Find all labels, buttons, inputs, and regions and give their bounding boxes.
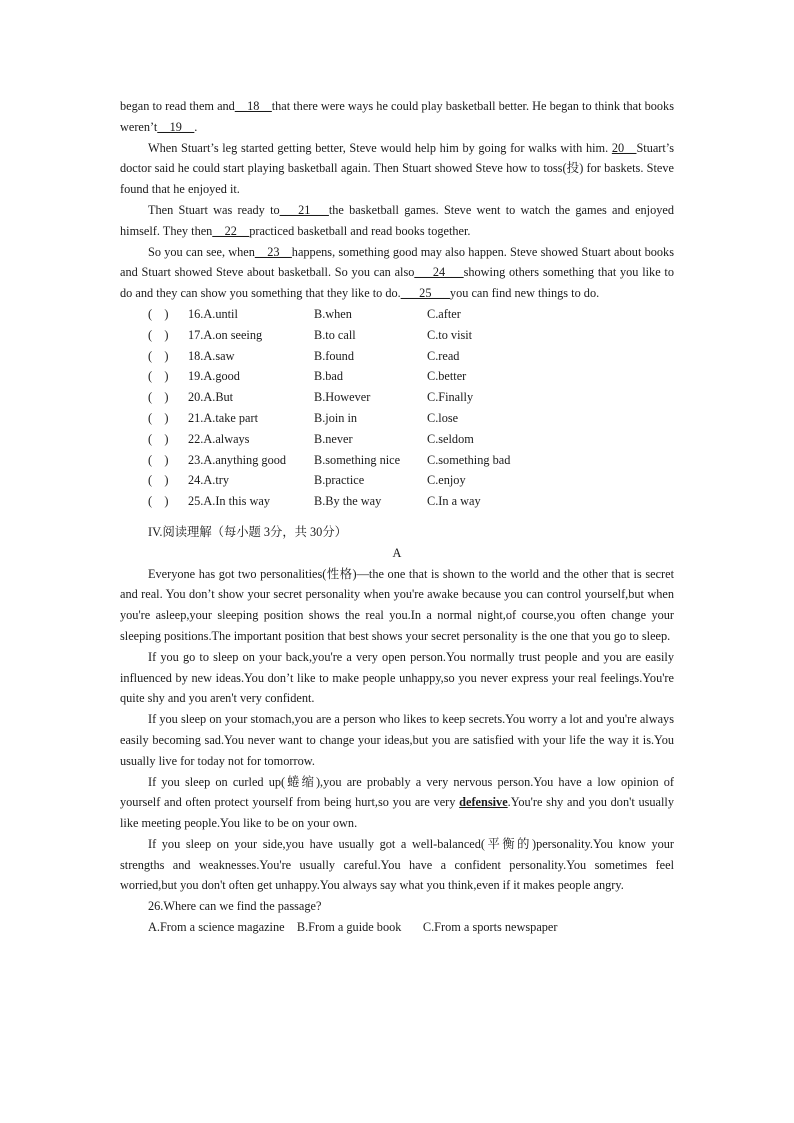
text: So you can see, when bbox=[148, 244, 255, 259]
option-row bbox=[148, 491, 674, 512]
answer-bracket[interactable]: ( ) bbox=[148, 306, 169, 321]
section-heading: IV.阅读理解（每小题 3分，共 30分） bbox=[148, 524, 347, 539]
option-b: B.However bbox=[314, 390, 371, 405]
blank-23: __23__ bbox=[254, 244, 292, 259]
option-b: B.bad bbox=[314, 369, 344, 384]
answer-bracket[interactable]: ( ) bbox=[148, 369, 169, 384]
text: began to read them and bbox=[120, 99, 235, 113]
option-b: B.never bbox=[314, 431, 353, 446]
option-c: C.after bbox=[427, 306, 461, 321]
option-b: B.when bbox=[314, 306, 352, 321]
reading-paragraph-4 bbox=[120, 772, 674, 834]
reading-paragraph-5: If you sleep on your side,you have usually got a well-balanced(平衡的)personality.You know your strengths and weaknesses.You're usually careful.You have a confident personality.You sometimes feel worried,but you don't often get unhappy.You always say what you think,even if it makes people angry. bbox=[120, 836, 674, 893]
option-c: C.In a way bbox=[427, 494, 481, 509]
option-b: B.By the way bbox=[314, 494, 382, 509]
reading-paragraph-1: Everyone has got two personalities(性格)—the one that is shown to the world and the other that is secret and real. You don’t show your secret personality when you're awake because you can control yourself,but when you're asleep,your sleeping position shows the real you.In a normal night,of course,you often change your sleeping positions.The important position that best shows your secret personality is the one that you go to sleep. bbox=[120, 566, 674, 643]
option-c: C.read bbox=[427, 348, 460, 363]
option-c: C.enjoy bbox=[427, 473, 466, 488]
cloze-paragraph-1 bbox=[120, 96, 674, 138]
text: happens, something good may also happen. Steve showed Stuart about books and Stuart showed Steve about basketball. So you can also bbox=[120, 244, 674, 280]
answer-bracket[interactable]: ( ) bbox=[148, 410, 169, 425]
option-row bbox=[148, 450, 674, 471]
key-word: defensive bbox=[459, 795, 508, 810]
blank-20: 20__ bbox=[611, 140, 637, 155]
option-c: C.seldom bbox=[427, 431, 474, 446]
text: .You're shy and you don't usually like meeting people.You like to be on your own. bbox=[120, 795, 674, 831]
option-b: B.join in bbox=[314, 410, 358, 425]
text: Then Stuart was ready to bbox=[148, 202, 280, 217]
option-c: C.lose bbox=[427, 410, 459, 425]
option-b: B.found bbox=[314, 348, 354, 363]
option-row bbox=[148, 470, 674, 491]
option-a: 16.A.until bbox=[188, 306, 238, 321]
blank-22: __22__ bbox=[212, 223, 250, 238]
option-a: 20.A.But bbox=[188, 390, 234, 405]
option-row bbox=[148, 429, 674, 450]
option-row bbox=[148, 387, 674, 408]
cloze-paragraph-4 bbox=[120, 242, 674, 304]
answer-bracket[interactable]: ( ) bbox=[148, 494, 169, 509]
blank-24: ___24___ bbox=[414, 265, 464, 280]
text: you can find new things to do. bbox=[449, 286, 600, 301]
option-b: B.something nice bbox=[314, 452, 401, 467]
text: practiced basketball and read books together. bbox=[249, 223, 471, 238]
text: . bbox=[194, 119, 198, 134]
cloze-paragraph-2 bbox=[120, 138, 674, 200]
blank-21: ___21___ bbox=[279, 202, 329, 217]
answer-bracket[interactable]: ( ) bbox=[148, 327, 169, 342]
option-c: C.Finally bbox=[427, 390, 474, 405]
answer-bracket[interactable]: ( ) bbox=[148, 390, 169, 405]
part-label: A bbox=[392, 545, 402, 560]
question-26-stem: 26.Where can we find the passage? bbox=[148, 899, 322, 914]
option-c: C.something bad bbox=[427, 452, 511, 467]
reading-paragraph-2: If you go to sleep on your back,you're a very open person.You normally trust people and you are easily influenced by new ideas.You don’t like to make people unhappy,so you never express your real feelings.You're quite shy and you aren't very confident. bbox=[120, 649, 674, 706]
option-a: 23.A.anything good bbox=[188, 452, 287, 467]
option-row bbox=[148, 304, 674, 325]
option-row bbox=[148, 346, 674, 367]
option-a: 22.A.always bbox=[188, 431, 250, 446]
text: showing others something that you like to do and they can show you something that they like to do. bbox=[120, 265, 674, 301]
answer-bracket[interactable]: ( ) bbox=[148, 452, 169, 467]
text: If you sleep on curled up(蜷缩),you are probably a very nervous person.You have a low opinion of yourself and often protect yourself from being hurt,so you are very bbox=[120, 774, 674, 810]
answer-bracket[interactable]: ( ) bbox=[148, 431, 169, 446]
text: the basketball games. Steve went to watch the games and enjoyed himself. They then bbox=[120, 202, 674, 238]
option-row bbox=[148, 408, 674, 429]
option-b: B.to call bbox=[314, 327, 356, 342]
option-c: C.to visit bbox=[427, 327, 473, 342]
text: that there were ways he could play basketball better. He began to think that books weren’t bbox=[120, 99, 674, 134]
option-row bbox=[148, 325, 674, 346]
text: When Stuart’s leg started getting better, Steve would help him by going for walks with him. bbox=[148, 140, 609, 155]
text: Stuart’s doctor said he could start playing basketball again. Then Stuart showed Steve how to toss(投) for baskets. Steve found that he enjoyed it. bbox=[120, 140, 675, 197]
cloze-options bbox=[120, 304, 674, 512]
option-a: 24.A.try bbox=[188, 473, 229, 488]
option-a: 18.A.saw bbox=[188, 348, 235, 363]
question-26-choices: A.From a science magazine B.From a guide book C.From a sports newspaper bbox=[148, 920, 558, 935]
worksheet-page bbox=[120, 96, 674, 938]
blank-18: __18__ bbox=[234, 99, 272, 113]
option-row bbox=[148, 366, 674, 387]
blank-19: __19__ bbox=[157, 119, 195, 134]
option-a: 21.A.take part bbox=[188, 410, 258, 425]
option-a: 19.A.good bbox=[188, 369, 240, 384]
answer-bracket[interactable]: ( ) bbox=[148, 473, 169, 488]
reading-paragraph-3: If you sleep on your stomach,you are a person who likes to keep secrets.You worry a lot and you're always easily becoming sad.You never want to change your ideas,but you are satisfied with your life the way it is.You usually live for today not for tomorrow. bbox=[120, 712, 674, 768]
cloze-paragraph-3 bbox=[120, 200, 674, 242]
option-a: 17.A.on seeing bbox=[188, 327, 263, 342]
option-c: C.better bbox=[427, 369, 467, 384]
answer-bracket[interactable]: ( ) bbox=[148, 348, 169, 363]
blank-25: ___25___ bbox=[400, 286, 450, 301]
option-a: 25.A.In this way bbox=[188, 494, 270, 509]
option-b: B.practice bbox=[314, 473, 365, 488]
